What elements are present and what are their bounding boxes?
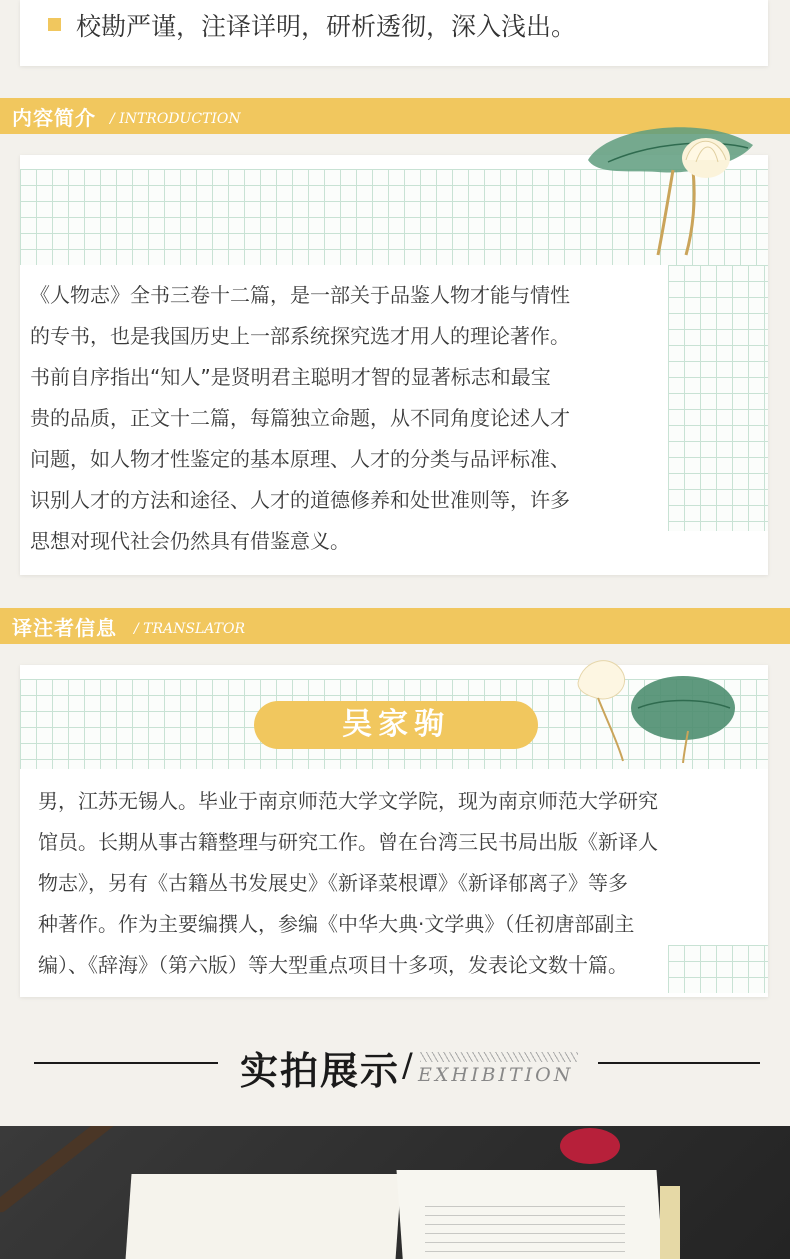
book-text-lines (425, 1198, 625, 1258)
grid-pattern-corner (668, 945, 768, 993)
exhibition-heading (0, 1030, 790, 1100)
product-photo (0, 1126, 790, 1259)
translator-line: 男，江苏无锡人。毕业于南京师范大学文学院，现为南京师范大学研究 (38, 789, 658, 813)
feature-card (20, 0, 768, 66)
intro-card (20, 155, 768, 575)
intro-line: 书前自序指出“知人”是贤明君主聪明才智的显著标志和最宝 (30, 365, 551, 389)
divider-left (34, 1062, 218, 1064)
intro-line: 《人物志》全书三卷十二篇，是一部关于品鉴人物才能与情性 (30, 283, 570, 307)
translator-line: 种著作。作为主要编撰人，参编《中华大典·文学典》（任初唐部副主 (38, 912, 635, 936)
translator-line: 编）、《辞海》（第六版）等大型重点项目十多项，发表论文数十篇。 (38, 953, 628, 977)
book-cover-edge (660, 1186, 680, 1259)
lotus-leaf-icon (568, 120, 768, 260)
pen-brush (0, 1126, 118, 1215)
intro-title: 内容简介 (12, 106, 96, 130)
intro-line: 的专书，也是我国历史上一部系统探究选才用人的理论著作。 (30, 324, 570, 348)
book-left-page (125, 1174, 402, 1259)
translator-line: 馆员。长期从事古籍整理与研究工作。曾在台湾三民书局出版《新译人 (38, 830, 658, 854)
hatch-decoration (420, 1052, 578, 1062)
red-flower (560, 1128, 620, 1164)
intro-line: 贵的品质，正文十二篇，每篇独立命题，从不同角度论述人才 (30, 406, 570, 430)
lotus-flower-icon (568, 653, 738, 763)
translator-line: 物志》，另有《古籍丛书发展史》《新译菜根谭》《新译郁离子》等多 (38, 871, 628, 895)
feature-text: 校勘严谨，注译详明，研析透彻，深入浅出。 (76, 12, 577, 41)
exhibition-title-en: EXHIBITION (418, 1064, 574, 1086)
bullet-square-icon (48, 18, 61, 31)
exhibition-slash: / (402, 1046, 413, 1084)
translator-card (20, 665, 768, 997)
translator-name-pill (254, 701, 538, 749)
translator-header-bar (0, 608, 790, 644)
intro-line: 问题，如人物才性鉴定的基本原理、人才的分类与品评标准、 (30, 447, 570, 471)
divider-right (598, 1062, 760, 1064)
translator-title-en: / TRANSLATOR (134, 621, 245, 637)
intro-title-en: / INTRODUCTION (110, 111, 241, 127)
exhibition-title: 实拍展示 (240, 1048, 401, 1093)
intro-line: 思想对现代社会仍然具有借鉴意义。 (30, 529, 350, 553)
translator-name: 吴家驹 (342, 707, 450, 742)
grid-pattern-side (668, 265, 768, 531)
translator-title: 译注者信息 (12, 616, 117, 640)
intro-line: 识别人才的方法和途径、人才的道德修养和处世准则等，许多 (30, 488, 570, 512)
